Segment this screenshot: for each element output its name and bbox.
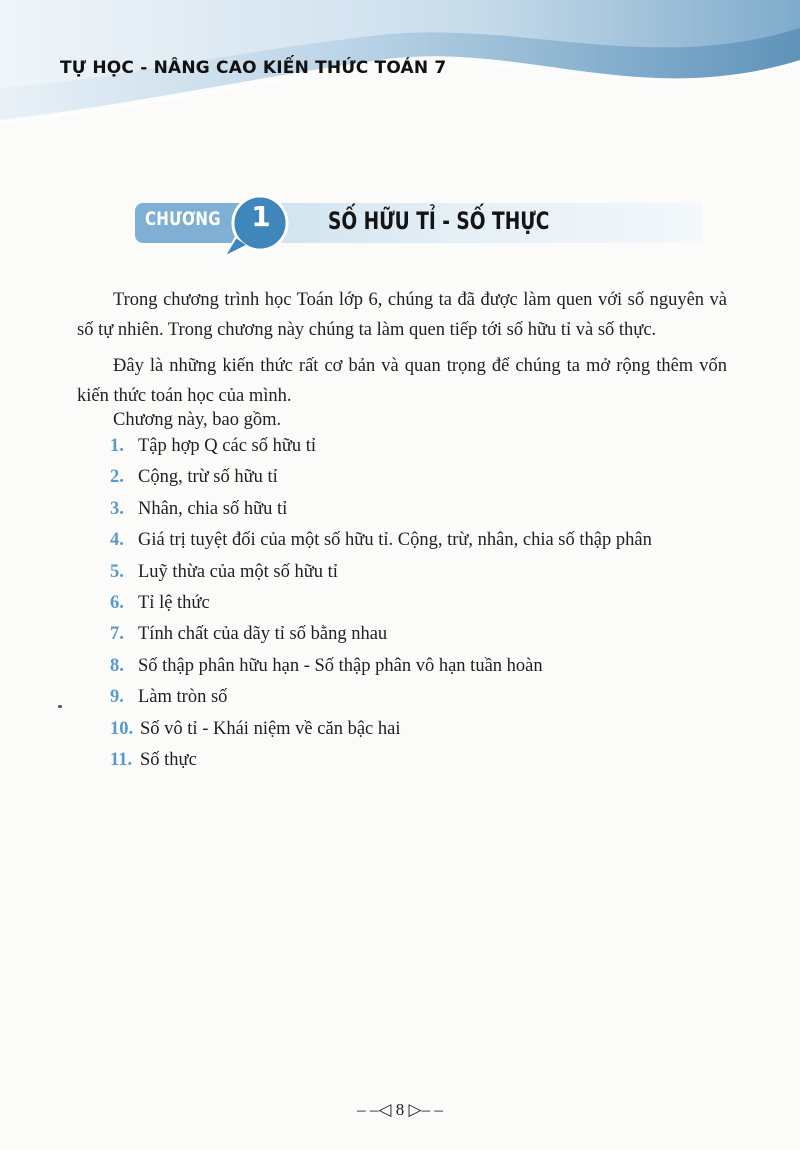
list-item-number: 6. [110, 592, 124, 613]
list-item-number: 7. [110, 624, 124, 645]
list-item [110, 593, 652, 624]
list-item-label: Tập hợp Q các số hữu tỉ [138, 436, 317, 456]
list-item-label: Luỹ thừa của một số hữu tỉ [138, 561, 338, 582]
list-item-label: Nhân, chia số hữu tỉ [138, 498, 288, 519]
list-item [110, 436, 652, 467]
list-item-label: Cộng, trừ số hữu tỉ [138, 467, 278, 488]
page-number: – –◁ 8 ▷– – [357, 1100, 443, 1119]
list-item [110, 499, 652, 530]
chapter-number: 1 [251, 200, 271, 233]
chapter-word: CHƯƠNG [145, 208, 221, 230]
list-item-number: 1. [110, 436, 124, 456]
list-item-label: Giá trị tuyệt đối của một số hữu tỉ. Cộng, trừ, nhân, chia số thập phân [138, 530, 652, 551]
list-lead: Chương này, bao gồm. [113, 410, 282, 430]
list-item-number: 8. [110, 655, 124, 676]
list-item-label: Số thực [140, 749, 197, 770]
list-item [110, 750, 652, 781]
list-item [110, 656, 652, 687]
list-item [110, 687, 652, 718]
list-item-label: Số vô tỉ - Khái niệm về căn bậc hai [140, 718, 401, 739]
list-item-number: 10. [110, 718, 134, 739]
scan-speck [58, 705, 62, 708]
list-item [110, 467, 652, 498]
list-item-number: 11. [110, 749, 133, 770]
chapter-title: SỐ HỮU TỈ - SỐ THỰC [328, 207, 550, 235]
intro-text [77, 285, 727, 417]
list-item-number: 4. [110, 530, 124, 551]
list-item [110, 719, 652, 750]
intro-paragraph: Đây là những kiến thức rất cơ bản và quan trọng để chúng ta mở rộng thêm vốn kiến thức toán học của mình. [77, 356, 727, 406]
list-item [110, 530, 652, 561]
list-item-label: Tỉ lệ thức [138, 592, 210, 613]
topic-list [110, 436, 652, 781]
intro-paragraph: Trong chương trình học Toán lớp 6, chúng ta đã được làm quen với số nguyên và số tự nhiên. Trong chương này chúng ta làm quen tiếp tới số hữu tỉ và số thực. [77, 290, 727, 340]
list-item-number: 9. [110, 687, 124, 708]
list-item-label: Làm tròn số [138, 687, 228, 708]
running-header: TỰ HỌC - NÂNG CAO KIẾN THỨC TOÁN 7 [60, 58, 447, 78]
list-item-label: Số thập phân hữu hạn - Số thập phân vô hạn tuần hoàn [138, 655, 543, 676]
list-item-label: Tính chất của dãy tỉ số bằng nhau [138, 624, 388, 645]
list-item-number: 2. [110, 467, 124, 488]
list-item [110, 624, 652, 655]
list-item [110, 562, 652, 593]
list-item-number: 3. [110, 498, 124, 519]
list-item-number: 5. [110, 561, 124, 582]
